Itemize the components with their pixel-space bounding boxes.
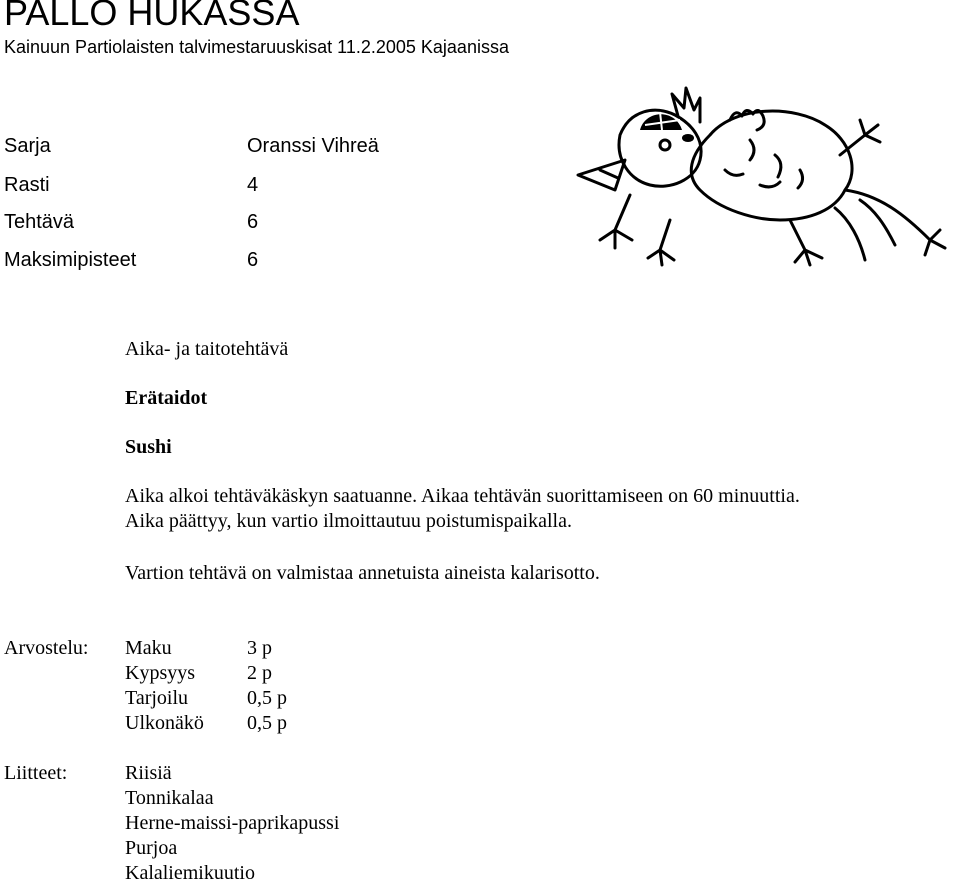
task-category: Erätaidot [125,387,208,409]
grading-item-points: 0,5 p [247,687,287,709]
task-description-line-1: Aika alkoi tehtäväkäskyn saatuanne. Aikaa tehtävän suorittamiseen on 60 minuuttia. [125,485,800,507]
attachment-item: Kalaliemikuutio [125,862,255,884]
grading-label: Arvostelu: [4,637,89,659]
attachment-item: Riisiä [125,762,172,784]
task-instruction: Vartion tehtävä on valmistaa annetuista aineista kalarisotto. [125,562,600,584]
task-type: Aika- ja taitotehtävä [125,338,289,360]
info-value-rasti: 4 [247,174,259,196]
info-value-tehtava: 6 [247,211,259,233]
grading-item-name: Ulkonäkö [125,712,204,734]
info-value-maksimipisteet: 6 [247,249,259,271]
grading-item-points: 0,5 p [247,712,287,734]
grading-item-name: Maku [125,637,172,659]
info-value-sarja: Oranssi Vihreä [247,135,379,157]
grading-item-name: Tarjoilu [125,687,189,709]
attachment-item: Herne-maissi-paprikapussi [125,812,340,834]
info-label-rasti: Rasti [4,174,50,196]
task-name: Sushi [125,436,172,458]
grading-item-points: 3 p [247,637,272,659]
attachments-label: Liitteet: [4,762,68,784]
task-description-line-2: Aika päättyy, kun vartio ilmoittautuu poistumispaikalla. [125,510,572,532]
info-label-maksimipisteet: Maksimipisteet [4,249,137,271]
cartoon-bird-mascot-icon [560,80,960,330]
grading-item-points: 2 p [247,662,272,684]
page-subtitle: Kainuun Partiolaisten talvimestaruuskisat 11.2.2005 Kajaanissa [4,37,509,57]
info-label-tehtava: Tehtävä [4,211,75,233]
attachment-item: Purjoa [125,837,178,859]
page-title: PALLO HUKASSA [4,0,300,33]
attachment-item: Tonnikalaa [125,787,214,809]
info-label-sarja: Sarja [4,135,51,157]
grading-item-name: Kypsyys [125,662,196,684]
